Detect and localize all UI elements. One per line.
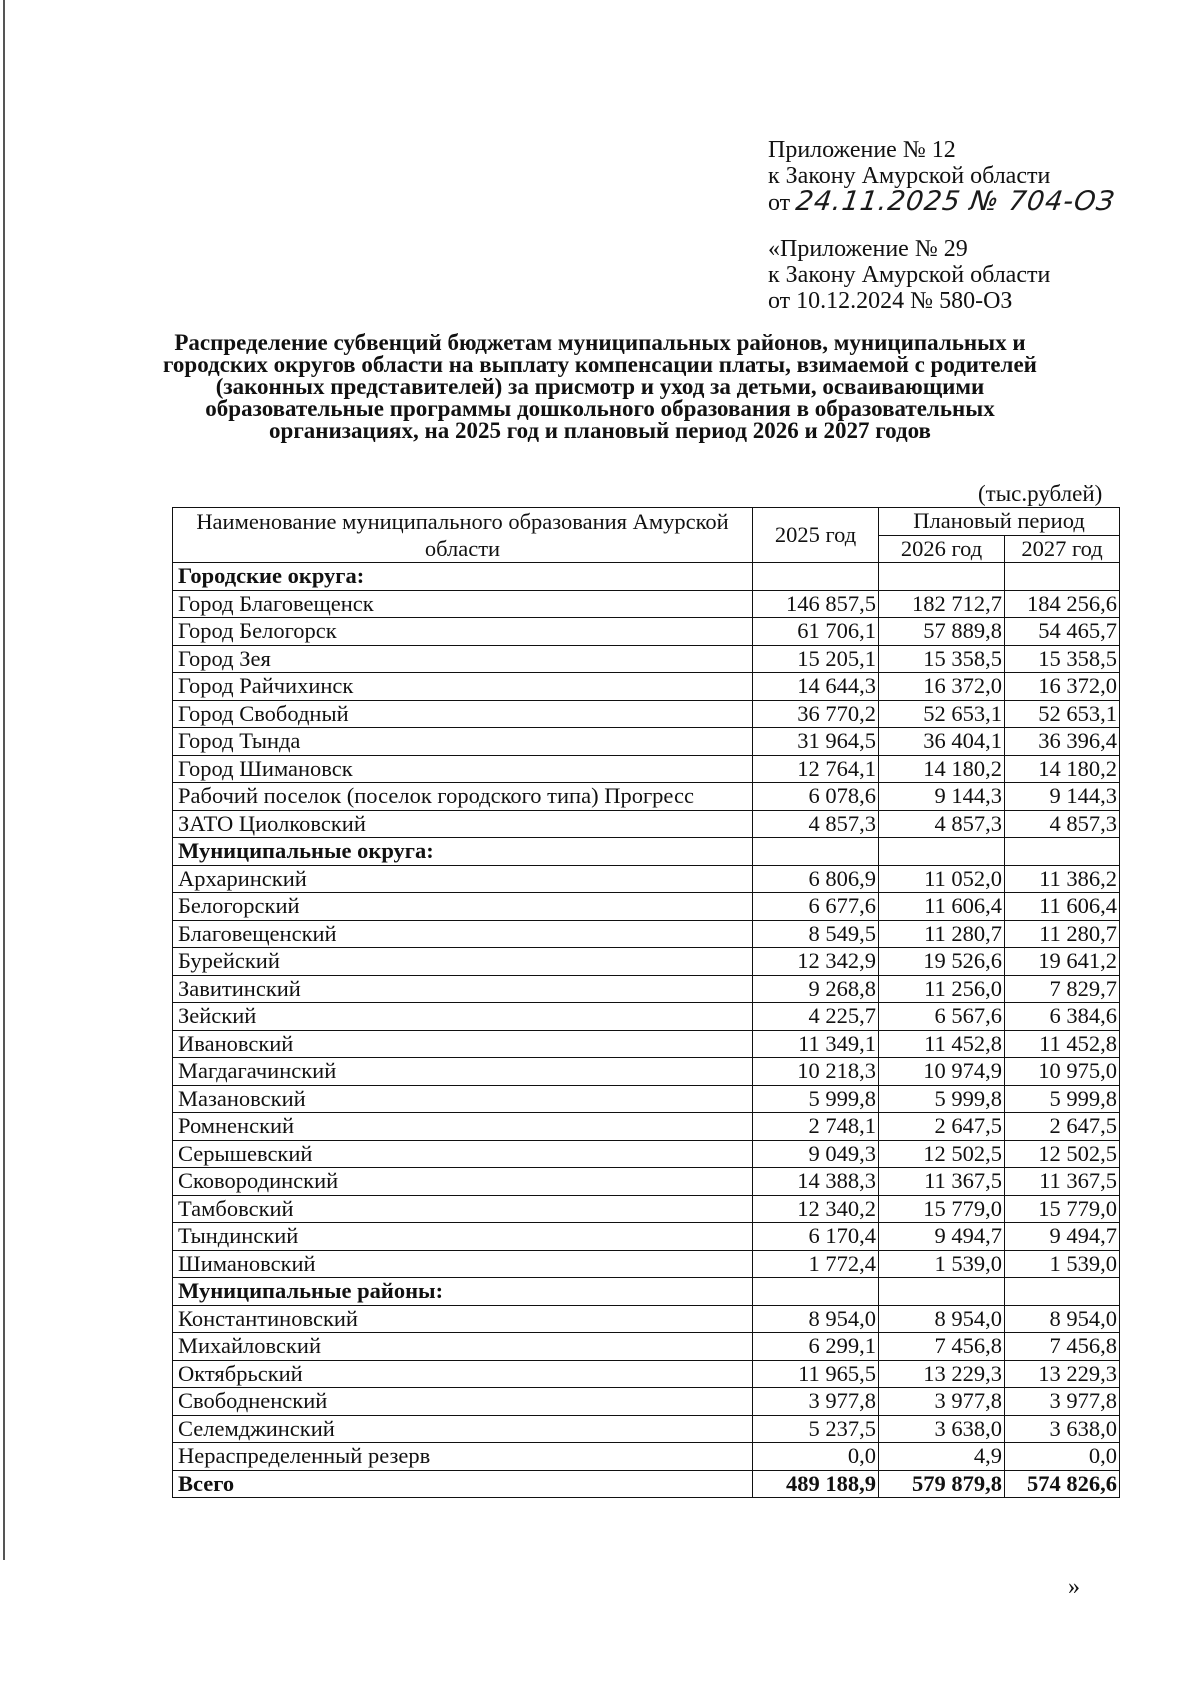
cell-name: Зейский [173,1003,753,1031]
cell-2026: 182 712,7 [879,590,1005,618]
cell-2025: 5 999,8 [753,1085,879,1113]
cell-2026: 11 452,8 [879,1030,1005,1058]
appendix-12-from-label: от [768,190,791,216]
cell-2026: 2 647,5 [879,1113,1005,1141]
cell-name: Город Шимановск [173,755,753,783]
table-row [173,1415,1120,1443]
table-body [173,563,1120,1498]
closing-quote-mark: » [1068,1574,1080,1600]
cell-2027: 11 386,2 [1005,865,1120,893]
cell-name: Магдагачинский [173,1058,753,1086]
column-header-2025: 2025 год [753,508,879,563]
table-row [173,590,1120,618]
appendix-29-header [768,236,1050,314]
table-row [173,1168,1120,1196]
cell-2027: 52 653,1 [1005,700,1120,728]
table-row [173,893,1120,921]
handwritten-date-number: 24.11.2025 № 704-ОЗ [794,186,1118,217]
table-row [173,1388,1120,1416]
cell-2026: 11 606,4 [879,893,1005,921]
cell-2026: 1 539,0 [879,1250,1005,1278]
cell-2027: 11 606,4 [1005,893,1120,921]
table-row [173,975,1120,1003]
cell-2025 [753,1278,879,1306]
table-header [173,508,1120,563]
cell-2025: 12 764,1 [753,755,879,783]
cell-2026: 14 180,2 [879,755,1005,783]
cell-2025: 4 857,3 [753,810,879,838]
cell-2027: 7 456,8 [1005,1333,1120,1361]
cell-2027: 184 256,6 [1005,590,1120,618]
cell-2025: 6 170,4 [753,1223,879,1251]
cell-2027: 6 384,6 [1005,1003,1120,1031]
table-row [173,1003,1120,1031]
cell-2025: 14 388,3 [753,1168,879,1196]
table-row [173,1333,1120,1361]
cell-name: Свободненский [173,1388,753,1416]
cell-2027: 0,0 [1005,1443,1120,1471]
table-row [173,865,1120,893]
cell-2027: 8 954,0 [1005,1305,1120,1333]
cell-2026: 16 372,0 [879,673,1005,701]
cell-2026: 7 456,8 [879,1333,1005,1361]
cell-name: Город Райчихинск [173,673,753,701]
table-row [173,618,1120,646]
cell-2026: 12 502,5 [879,1140,1005,1168]
cell-2026: 6 567,6 [879,1003,1005,1031]
cell-2025: 11 965,5 [753,1360,879,1388]
cell-2027: 10 975,0 [1005,1058,1120,1086]
column-header-name: Наименование муниципального образования Амурской области [173,508,753,563]
cell-name: Селемджинский [173,1415,753,1443]
table-row [173,645,1120,673]
cell-name: Городские округа: [173,563,753,591]
cell-name: Михайловский [173,1333,753,1361]
table-row [173,1443,1120,1471]
table-row [173,728,1120,756]
cell-name: Серышевский [173,1140,753,1168]
appendix-29-law: к Закону Амурской области [768,262,1051,288]
cell-2025: 1 772,4 [753,1250,879,1278]
cell-2025: 6 299,1 [753,1333,879,1361]
cell-name: Муниципальные районы: [173,1278,753,1306]
cell-2025: 0,0 [753,1443,879,1471]
cell-name: Архаринский [173,865,753,893]
cell-2026: 11 367,5 [879,1168,1005,1196]
section-row [173,563,1120,591]
table-row [173,783,1120,811]
table-row [173,1223,1120,1251]
cell-2025: 6 078,6 [753,783,879,811]
column-header-2026: 2026 год [879,535,1005,563]
cell-name: Благовещенский [173,920,753,948]
section-row [173,1278,1120,1306]
table-row [173,920,1120,948]
cell-2025: 489 188,9 [753,1470,879,1498]
cell-2026: 52 653,1 [879,700,1005,728]
cell-2027: 12 502,5 [1005,1140,1120,1168]
table-row [173,1030,1120,1058]
cell-2027: 2 647,5 [1005,1113,1120,1141]
cell-name: Ивановский [173,1030,753,1058]
cell-2025: 2 748,1 [753,1113,879,1141]
table-row [173,810,1120,838]
appendix-12-law: к Закону Амурской области [768,163,1051,189]
table-row [173,1305,1120,1333]
table-row [173,1085,1120,1113]
cell-2026: 11 256,0 [879,975,1005,1003]
cell-2027: 15 358,5 [1005,645,1120,673]
cell-name: Всего [173,1470,753,1498]
cell-2025: 6 677,6 [753,893,879,921]
cell-2027: 3 977,8 [1005,1388,1120,1416]
cell-2026: 15 358,5 [879,645,1005,673]
table-row [173,1360,1120,1388]
total-row [173,1470,1120,1498]
cell-2026: 579 879,8 [879,1470,1005,1498]
cell-name: Шимановский [173,1250,753,1278]
cell-2025: 12 340,2 [753,1195,879,1223]
cell-2025: 5 237,5 [753,1415,879,1443]
cell-2026 [879,563,1005,591]
cell-name: Город Свободный [173,700,753,728]
cell-name: Город Благовещенск [173,590,753,618]
cell-name: ЗАТО Циолковский [173,810,753,838]
cell-2026: 4,9 [879,1443,1005,1471]
appendix-29-date: от 10.12.2024 № 580-ОЗ [768,288,1013,314]
cell-2027: 13 229,3 [1005,1360,1120,1388]
cell-2025: 36 770,2 [753,700,879,728]
cell-2027: 19 641,2 [1005,948,1120,976]
cell-2026: 57 889,8 [879,618,1005,646]
cell-name: Завитинский [173,975,753,1003]
cell-2027: 7 829,7 [1005,975,1120,1003]
cell-name: Рабочий поселок (поселок городского типа) Прогресс [173,783,753,811]
cell-name: Город Белогорск [173,618,753,646]
cell-2027: 574 826,6 [1005,1470,1120,1498]
cell-2027: 9 144,3 [1005,783,1120,811]
cell-2027 [1005,563,1120,591]
cell-2025: 14 644,3 [753,673,879,701]
cell-2027: 15 779,0 [1005,1195,1120,1223]
appendix-29-title: «Приложение № 29 [768,236,968,262]
cell-2025: 9 049,3 [753,1140,879,1168]
table-row [173,673,1120,701]
scan-edge-line [3,0,5,1560]
cell-2025: 31 964,5 [753,728,879,756]
cell-name: Нераспределенный резерв [173,1443,753,1471]
cell-2027: 11 280,7 [1005,920,1120,948]
cell-name: Город Тында [173,728,753,756]
cell-2027: 36 396,4 [1005,728,1120,756]
cell-2027: 3 638,0 [1005,1415,1120,1443]
cell-name: Тындинский [173,1223,753,1251]
cell-2025: 146 857,5 [753,590,879,618]
cell-2027 [1005,838,1120,866]
table-row [173,1195,1120,1223]
cell-2025: 10 218,3 [753,1058,879,1086]
cell-2027: 4 857,3 [1005,810,1120,838]
cell-2026 [879,838,1005,866]
cell-2025: 9 268,8 [753,975,879,1003]
table-row [173,1058,1120,1086]
subventions-table [172,507,1120,1498]
cell-2026: 8 954,0 [879,1305,1005,1333]
cell-2027: 16 372,0 [1005,673,1120,701]
cell-name: Тамбовский [173,1195,753,1223]
table-row [173,1113,1120,1141]
cell-2027: 54 465,7 [1005,618,1120,646]
cell-2026: 36 404,1 [879,728,1005,756]
cell-2025: 15 205,1 [753,645,879,673]
cell-2026: 5 999,8 [879,1085,1005,1113]
cell-name: Мазановский [173,1085,753,1113]
cell-2025: 3 977,8 [753,1388,879,1416]
appendix-12-title: Приложение № 12 [768,137,956,163]
table-row [173,948,1120,976]
table-row [173,1140,1120,1168]
cell-2026: 10 974,9 [879,1058,1005,1086]
cell-2025: 4 225,7 [753,1003,879,1031]
cell-name: Город Зея [173,645,753,673]
units-label: (тыс.рублей) [978,481,1103,506]
cell-2027: 5 999,8 [1005,1085,1120,1113]
cell-name: Белогорский [173,893,753,921]
cell-2025: 6 806,9 [753,865,879,893]
cell-2027: 11 452,8 [1005,1030,1120,1058]
cell-2026: 3 977,8 [879,1388,1005,1416]
document-title: Распределение субвенций бюджетам муниципальных районов, муниципальных и городских округов области на выплату компенсации платы, взимаемой с родителей (законных представителей) за присмотр и уход за детьми, осваивающими образовательные программы дошкольного образования в образовательных организациях, на 2025 год и плановый период 2026 и 2027 годов [163,330,1037,443]
cell-2026: 15 779,0 [879,1195,1005,1223]
table-row [173,1250,1120,1278]
cell-name: Октябрьский [173,1360,753,1388]
cell-2025: 61 706,1 [753,618,879,646]
cell-name: Муниципальные округа: [173,838,753,866]
cell-2027: 1 539,0 [1005,1250,1120,1278]
cell-2025: 11 349,1 [753,1030,879,1058]
cell-2026: 19 526,6 [879,948,1005,976]
cell-2027: 9 494,7 [1005,1223,1120,1251]
cell-2025 [753,563,879,591]
cell-2026: 11 052,0 [879,865,1005,893]
cell-2026: 9 494,7 [879,1223,1005,1251]
cell-2025: 8 549,5 [753,920,879,948]
cell-2025 [753,838,879,866]
cell-2027: 11 367,5 [1005,1168,1120,1196]
appendix-12-header [768,137,1118,217]
section-row [173,838,1120,866]
column-header-2027: 2027 год [1005,535,1120,563]
cell-2025: 8 954,0 [753,1305,879,1333]
cell-name: Константиновский [173,1305,753,1333]
cell-2027 [1005,1278,1120,1306]
cell-name: Ромненский [173,1113,753,1141]
column-header-planned-period: Плановый период [879,508,1120,536]
appendix-12-date-line [768,186,1118,217]
cell-2026: 3 638,0 [879,1415,1005,1443]
cell-2026: 4 857,3 [879,810,1005,838]
cell-name: Сковородинский [173,1168,753,1196]
cell-2026: 9 144,3 [879,783,1005,811]
cell-2026 [879,1278,1005,1306]
table-row [173,700,1120,728]
cell-2026: 11 280,7 [879,920,1005,948]
cell-2026: 13 229,3 [879,1360,1005,1388]
cell-2025: 12 342,9 [753,948,879,976]
table-row [173,755,1120,783]
cell-2027: 14 180,2 [1005,755,1120,783]
cell-name: Бурейский [173,948,753,976]
